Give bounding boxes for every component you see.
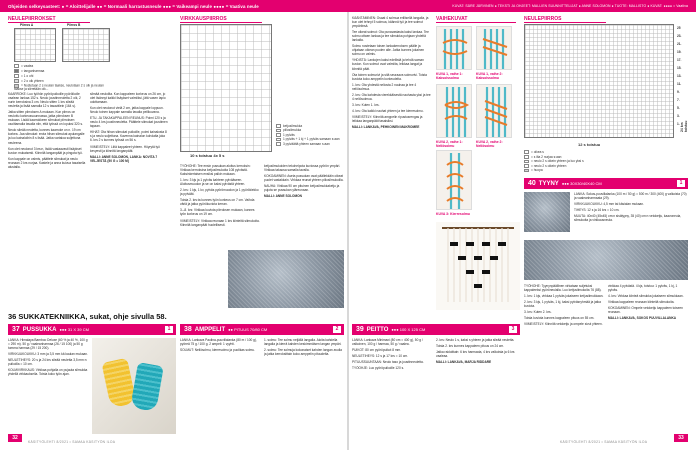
legend-text: = huopa xyxy=(531,168,543,173)
paragraph: Kun kappale on valmis, päättele silmukat ja neulo reunaan 2 krs nurjaa. Kastele ja anna kuivua tasaisella alustalla. xyxy=(8,156,86,169)
step-diagram-5 xyxy=(436,150,472,210)
legend-swatch-yo xyxy=(14,74,19,78)
row-number: 13. xyxy=(677,74,682,78)
step-diagram-2 xyxy=(476,26,512,70)
step-diagram-4 xyxy=(476,84,512,138)
section-label-4: NEULEPIIRROS xyxy=(524,16,606,23)
credit: MALLI: LANKAVA, PEHKOINEN MAKROMEE xyxy=(352,125,420,130)
pattern-38-col2 xyxy=(264,338,344,434)
legend-swatch xyxy=(276,124,281,128)
paragraph: KOLMIVIRKKAUS: Virkkaa pohjalla on pujauta silmukka yhdellä virkkauksella. Toista koko työn ajan. xyxy=(8,368,88,377)
paragraph: Toista 2. krs kunnes kappaleen pituus on 24 cm. xyxy=(436,344,505,349)
crochet-chart-caption: 10 s toistuu 4x 5 s xyxy=(190,154,225,158)
credit: MALLI: ANNE SOLOMON, LANKA: NOVITA 7 VELJESTÄ (50 G = 100 M) xyxy=(90,154,158,163)
legend-text: = vaalea xyxy=(21,64,34,68)
paragraph: TIHEYS: 12 s ja 16 krs = 10 cm. xyxy=(574,208,620,213)
row-number: 1. xyxy=(677,122,680,126)
paragraph: LANKA: Himalaya Bamboo Deluxe (60 % ja 40 %, 100 g = 290 m). 50 g / vaaleanharmaa (26 / 15 100) ja 50 g tumma harmaa (29 / 15 200). xyxy=(8,338,88,351)
row-number: 11. xyxy=(677,82,682,86)
pattern-37-body xyxy=(8,338,88,434)
paragraph: vinkkaa 4 pylvästä. 4 kjs, toistuu: 1 pylväs, 1 kj, 1 pylväs. xyxy=(608,284,678,293)
paragraph: VIIMEISTELY: Kiinnitä vetoketju ja ompele sivut yhteen. xyxy=(524,322,603,327)
paragraph: 3. krs: Kuten 1. krs. xyxy=(352,102,380,107)
top-bar-left: Ohjeiden selkeysasteet: ● = Aloittelijalle ●● = Normaali harrastusneule ●●● = Vaikeampi neule ●●●● = Vaativa neule xyxy=(8,3,259,9)
pattern-bar-37 xyxy=(8,324,176,335)
paragraph: PITUUSSUUNTAAN: Neulo taso ja joustinneuletta. xyxy=(352,360,424,365)
footer-left: KÄSITYÖLEHTI 8/2021 • SAMAA KÄSITYÖN ILOA xyxy=(28,440,116,444)
pattern-title: PUSSUKKA xyxy=(22,326,57,333)
paragraph: 2. krs: Neulo 1 s, kaksi s yhteen ja jatka sileää neuletta. xyxy=(436,338,515,342)
paragraph: 2. solmu: Tee solmuja kokonaiset kahden langan avulla ja jatka kerroksittain koko amppelin pituudelta. xyxy=(264,348,342,357)
crochet-cushion-photo xyxy=(228,250,344,308)
paragraph: Jatka sitten piirroksen A mukaan. Kun piirros on neulottu korkeussuunnassa, jatka piirroksen B mukaan. Lisää kaarrokkeen silmukat piirroksen osoittamalla tavalla niin, että työssä on lopuksi 320 s. xyxy=(8,110,83,127)
legend-text: ketjusilmukka xyxy=(283,124,303,128)
legend-swatch xyxy=(276,142,281,146)
section-label-1: NEULEPIIRROKSET xyxy=(8,16,90,23)
paragraph: 2. krs: 1 kjs, 1 kv, pylväs pyörömuodon ja 1 pyörökiekko ja pylväät. xyxy=(180,188,259,197)
pattern-1-col2 xyxy=(90,92,168,304)
paragraph: NAUHA: Virkkaa 90 cm pituinen ketjusilmukkaketju ja pujota se pussukan yläreunaan. xyxy=(264,184,340,193)
legend-swatch xyxy=(276,138,281,142)
chart-legend-1 xyxy=(14,64,114,92)
pattern-number: 39 xyxy=(356,326,364,333)
paragraph: KOKOAMINEN: Ompele vetoketju kappaleen toiseen reunaan. xyxy=(608,306,683,315)
chart-a-title: Piirros A xyxy=(20,23,34,27)
legend-swatch xyxy=(524,169,529,173)
chart-a-grid xyxy=(14,28,56,62)
pattern-40-materials xyxy=(574,192,688,236)
row-number: 15. xyxy=(677,66,682,70)
paragraph: Kun olet neulonut 3 krs:n, lisää vastaavasti lisäykset kuvion mukaisesti. Kiinnitä langanpäät ja pingota työ. xyxy=(8,146,83,155)
footer-right: KÄSITYÖLEHTI 8/2021 • SAMAA KÄSITYÖN ILOA xyxy=(560,440,648,444)
paragraph: SOLMUT: Neliösolmu, kierresolmu ja puolikas solmu. xyxy=(180,348,255,353)
paragraph: 3. krs: Kuten 2. krs. xyxy=(524,310,552,315)
headline-36: 36 SUKKATEKNIIKKA, sukat, ohje sivulla 58. xyxy=(8,312,167,321)
paragraph: NEULETIHEYS: 12 s ja 17 krs = 10 cm. xyxy=(352,354,409,359)
pattern-40-body xyxy=(524,284,604,434)
page-number-left: 32 xyxy=(8,434,22,442)
sock-yellow xyxy=(102,358,137,408)
paragraph: 1. krs: 3 kjs ja 1 pylväs kahteen pylvääseen. Aloitusmuodon ja se on kaksi pylvästä yhteen. xyxy=(180,178,246,187)
row-number: 17. xyxy=(677,58,682,62)
paragraph: 1. solmu: Tee solmu neljällä langalla. Aloita kahdella langalla ja kierrä kahden keskimmäisen langan ympäri. xyxy=(264,338,342,347)
legend-swatch xyxy=(524,164,529,168)
chart-legend-2 xyxy=(276,124,344,146)
paragraph: 2. krs: Ota kahdesta vierekkäisestä nauhasta yksi ja tee 4 neliösolmua. xyxy=(352,92,431,101)
pattern-bar-38 xyxy=(180,324,344,335)
row-number: 21. xyxy=(677,42,682,46)
pattern-40-col2 xyxy=(608,284,688,434)
legend-text: 1 pylväs + 1 kj + 1 pylväs samaan s:aan xyxy=(283,137,340,142)
paragraph: 4. krs: Ota kaikki nauhat yhteen ja tee kierresolmu. xyxy=(352,108,424,113)
knot-diagram-1 xyxy=(437,27,473,71)
paragraph: VIRKKUUKOUKKU: 3 mm ja 3,5 mm kä kaulan mukaan. xyxy=(8,352,88,357)
credit: MALLI: LANKAVA, MARJA RIDDARE xyxy=(436,360,492,365)
credit: MALLI: LANKAVA, SOKOS PUUVILLALANKA xyxy=(608,316,677,321)
paragraph: ETU- JA TAKAKAPPALEEN REUNUS: Poimi 120 s ja neulo 4 krs joustinneuletta. Päättele silmukat joustimen tapaan. xyxy=(90,116,168,129)
pattern-bar-39 xyxy=(352,324,520,335)
knot-diagram-3 xyxy=(437,85,473,139)
knot-diagram-5 xyxy=(437,151,473,211)
paragraph: VIIMEISTELY: Liitä kappaleet yhteen. Höyrytä työ kevyesti ja kiinnitä langanpäät. xyxy=(90,144,160,153)
pattern-number: 38 xyxy=(184,326,192,333)
step-caption-4: KUVA 2, vaihe 2: Neliösolmu xyxy=(476,140,503,148)
paragraph: Neulo sileää neuletta, kunnes kaarroke on n. 19 cm korkea. Jaa silmukat: erota hihan silmukat apulangalle ja luo kainaloihin 8 s lisää. Jatka vartaloa suljettuna neuleena. xyxy=(8,128,85,145)
row-number: 23. xyxy=(677,34,682,38)
step-caption-2: KUVA 1, vaihe 2: Kaksoissolmu xyxy=(476,72,503,80)
legend-swatch-k2tog xyxy=(14,79,19,83)
legend-text: = neulo 2 s oikein yhteen ja luo yksi s xyxy=(531,159,584,164)
section-label-2: VIRKKAUSPIIRROS xyxy=(180,16,262,23)
top-bar-right: KUVAT: SÄRE JÄRVINEN ● TEKSTI JA OHJEET: MALLIEN SUUNNITTELIJAT ● ANNE SOLOMON ● TUOTE: MALLISTO ● KUVAT: ●●●● = Vaativa xyxy=(452,4,688,8)
step-diagram-3 xyxy=(436,84,472,138)
paragraph: Jatka raidoittain: 6 krs harmaata, 4 krs valkoista ja 6 krs vaaleaa. xyxy=(436,350,515,359)
page-number-right: 33 xyxy=(674,434,688,442)
pattern-38-body xyxy=(180,338,260,434)
pattern-39-body xyxy=(352,338,432,434)
macrame-photo xyxy=(436,222,520,310)
paragraph: MUUTA: 40x40 (45x45) cm:n sisätyyny, 35 (40) cm:n vetoketju, kaavoneula, silmukoita ja virkkausneula. xyxy=(574,214,682,223)
paragraph: 3.–8. krs: Virkkaa kuviota piirroksen mukaan, kunnes työn korkeus on 19 cm. xyxy=(180,208,255,217)
pattern-number: 40 xyxy=(528,180,536,187)
pattern-39-col2 xyxy=(436,338,520,434)
step-caption-3: KUVA 2, vaihe 1: Neliösolmu xyxy=(436,140,463,148)
legend-swatch xyxy=(524,150,529,154)
cushion-closeup-photo xyxy=(524,240,688,280)
legend-swatch-dark xyxy=(14,69,19,73)
legend-swatch xyxy=(276,133,281,137)
paragraph: VIIMEISTELY: Kiinnitä amppelin ripustusrengas ja leikkaa langanpäät tasaisiksi. xyxy=(352,114,423,123)
chart-b-grid xyxy=(62,28,110,62)
row-number: 25 xyxy=(677,26,681,30)
step-caption-1: KUVA 1, vaihe 1: Kaksoissolmu xyxy=(436,72,463,80)
legend-text: = tanganharmaa xyxy=(21,69,45,73)
page-spine xyxy=(347,12,349,450)
legend-text: 1 pylväs xyxy=(283,132,295,137)
paragraph: PUIKOT: 80 cm pyöröpuikot 8 mm. xyxy=(352,348,402,353)
legend-text: = 1 o ohi xyxy=(21,74,34,78)
pattern-code: ●● PITUUS 70/80 CM xyxy=(228,327,268,332)
paragraph: YHDISTÄ: Lankojen kaksi edellistä ja tehdä saman kuvion. Kun solmut ovat valmiita, leikkaa langat ja kiinnitä päät. xyxy=(352,58,424,71)
paragraph: Toista kuviota kunnes kappaleen pituus on 55 cm. xyxy=(524,316,595,321)
legend-text: 3 pylväättä yhteen samaan s:aan xyxy=(283,141,330,146)
legend-text: = neulo 2 s oikein yhteen xyxy=(531,163,567,168)
row-number: 7. xyxy=(677,98,680,102)
paragraph: VIIMEISTELY: Virkkaa reunaan 1 krs kiinteitä silmukoita. Kiinnitä langanpäät huolellisesti. xyxy=(180,218,260,227)
legend-text: piilosilmukka xyxy=(283,128,302,133)
row-number: 3. xyxy=(677,114,680,118)
chart-legend-4 xyxy=(524,150,614,173)
pattern-code: ●●● 31 X 39 CM xyxy=(59,327,89,332)
legend-text: = Nostetaan 2 s neulan taakse, neulotaan 2 s oik ja neulan taakse ja siirretään oik... xyxy=(14,83,104,92)
paragraph: Solmu nostetaan toisen lankakerroksen päälle ja ohjataan oikean puolen alle. Jatka kunnes jokainen solmu on valmis. xyxy=(352,44,425,57)
pattern-3-body xyxy=(352,16,432,306)
paragraph: Tee oikeat solmut: Ota punavastasta kaksi lankaa. Tee solmu ottaen lankaa ja tee silmukka pohjaan yhdeltä lankalla. xyxy=(352,30,429,43)
pattern-title: PEITTO xyxy=(366,326,389,333)
pattern-bar-40 xyxy=(524,178,688,189)
knot-diagram-4 xyxy=(477,85,513,139)
sock-teal xyxy=(130,362,164,412)
paragraph: TYÖHOHE: Tee ensin pussukan aloitus kerroksin: Virkkaa kerroksina ketjusilmukoita 108 pylvästä. Kaksinkertaisen ensiksi palkin mukaan. xyxy=(180,164,251,177)
crochet-chart xyxy=(180,24,272,152)
paragraph: LANKA: Lankava Paulina-puuvillalanka (80 m / 100 g), pyöreä 75 g / 100 g. 2 ampeli: 1 vyyhti. xyxy=(180,338,257,347)
paragraph: 4. krs: Virkkaa kiinteä silmukka jokaiseen silmukkaan. xyxy=(608,294,684,299)
difficulty-badge: 1 xyxy=(165,326,173,333)
credit: MALLI: ANNE SOLOMON xyxy=(264,194,302,199)
paragraph: KAARROKE: Luo työhön pyöröpuikoille pyöröikolle vaalean lankaa 152 s. Neulo joustinneuletta 2 oik, 2 nurin kerroksina 3 cm. Neulo sitten 1 krs sileää neuletta ja lisää samalla 12 s tasavälein (164 s). xyxy=(8,92,81,109)
paragraph: VIRKKUUKOUKKU: 4,5 mm tai käsialan mukaan. xyxy=(574,202,644,207)
knit-cushion-photo xyxy=(524,192,570,232)
macrame-wall-hanging xyxy=(436,222,520,310)
chart-b-title: Piirros B xyxy=(67,23,81,27)
pattern-1-body xyxy=(8,92,86,304)
paragraph: 2. krs: 3 kjs, 1 pylväs, 1 kj, kaksi pylväsryhmää ja jatka kuviota. xyxy=(524,300,601,309)
socks-photo xyxy=(92,338,176,434)
paragraph: KÄÄNTÄMINEN: Osaat 4 solmua erillisellä langalla, ja kun olet tehnyt 5 solmua, käännä työ ja tee solmut ympäriinsä. xyxy=(352,16,429,29)
paragraph: KOKOAMINEN: Aseta pussukan osat päällekkäin oikeat puolet vastakkain. Virkkaa reunat yhteen piilosilmukoilla. xyxy=(264,174,344,183)
pattern-title: TYYNY xyxy=(538,180,559,187)
step-diagram-1 xyxy=(436,26,472,70)
paragraph: LANKA: Lankava Minimaxi (80 cm = 400 g), 50 g / valkoinen, 100 g / harmaa, 50 g / vaalea. xyxy=(352,338,423,347)
pattern-title: AMPPELIT xyxy=(194,326,226,333)
legend-swatch-light xyxy=(14,64,19,68)
chart-side-label: 24 krs toistuu xyxy=(680,120,688,132)
paragraph: TYÖHOHE: Tyynynpäällinen virkataan suljetuksi kappaleeksi pyöröneulalla. Luo ketjusilmukoita 76 (88). xyxy=(524,284,602,293)
row-number: 5. xyxy=(677,106,680,110)
legend-swatch xyxy=(276,129,281,133)
paragraph: HIHAT: Ota hihan silmukat puikoille, poimi kainalosta 8 s ja neulo suljettuna. Kavenna kainalon kohdalta joka 6. krs 2 s kunnes työssä on 56 s. xyxy=(90,130,167,143)
paragraph: NEULETIHEYS: 20 s ja 24 krs sileää neuletta 3,5 mm:n puikoilla = 10 cm. xyxy=(8,358,87,367)
paragraph: Toista 2. krs:ta kunnes työn korkeus on 7 cm. Vaihda väriä ja jatka pyörökuviota kerran. xyxy=(180,198,255,207)
legend-text: = s ilta 2 nurjaa s:aan xyxy=(531,154,562,159)
paragraph: 1. krs: 1 kjs, virkkaa 1 pylväs jokaiseen ketjusilmukkaan. xyxy=(524,294,604,299)
step-caption-5: KUVA 3: Kierresolmu xyxy=(436,212,470,216)
legend-swatch xyxy=(524,155,529,159)
top-bar xyxy=(0,0,696,12)
difficulty-badge: 2 xyxy=(333,326,341,333)
paragraph: Ota toinen solmurivi ja sitä seuraava solmurivi. Toista kuviota koko amppelin korkeudelta. xyxy=(352,72,427,81)
paragraph: Virkkaa kappaleen reunaan kiinteitä silmukoita. xyxy=(608,300,675,305)
paragraph: LANKA: Sokos-puuvillalanka (100 m / 50 g) = 500 m / 300 (400) g valkoista (70) ja vaaleanharmaata (29). xyxy=(574,192,687,201)
row-number: 9. xyxy=(677,90,680,94)
knot-diagram-2 xyxy=(477,27,513,71)
paragraph: 1. krs: Ota yhdestä neliosta 2 nauhaa ja tee 4 neliösolmua. xyxy=(352,82,417,91)
legend-text: = 2 o oik yhteen xyxy=(21,79,44,83)
knit-chart xyxy=(524,24,674,138)
pattern-code: ●●● 30X30/40X40 CM xyxy=(561,181,602,186)
paragraph: silmää neuloilta. Kun kappaleen korkeus on 26 cm, jo olet lisännyt kaikki lisäykset valmiiksi, jätä vasen lapio odottamaan. xyxy=(90,92,166,105)
legend-swatch xyxy=(524,160,529,164)
chart-repeat-label: 12 s toistuu xyxy=(578,142,601,147)
pattern-number: 37 xyxy=(12,326,20,333)
paragraph: ketjusilmukoiden tekohelpota kuviossa pyörön ympäri. Virkkaa takaosa samalla tavalla. xyxy=(264,164,341,173)
paragraph: TYÖOHJE: Luo pyöröpuikoille 120 s. xyxy=(352,366,405,371)
row-number: 19. xyxy=(677,50,682,54)
section-label-3: VAIHEKUVAT xyxy=(436,16,516,23)
paragraph: Kun olet neulonut vielä 2 cm, jatka kappale loppuun. Neulo toinen kappale samalla tavalla peilikuvana. xyxy=(90,106,164,115)
difficulty-badge: 1 xyxy=(677,180,685,187)
legend-text: = oikea s xyxy=(531,150,544,154)
difficulty-badge: 3 xyxy=(509,326,517,333)
pattern-code: ●●● 100 X 125 CM xyxy=(391,327,426,332)
